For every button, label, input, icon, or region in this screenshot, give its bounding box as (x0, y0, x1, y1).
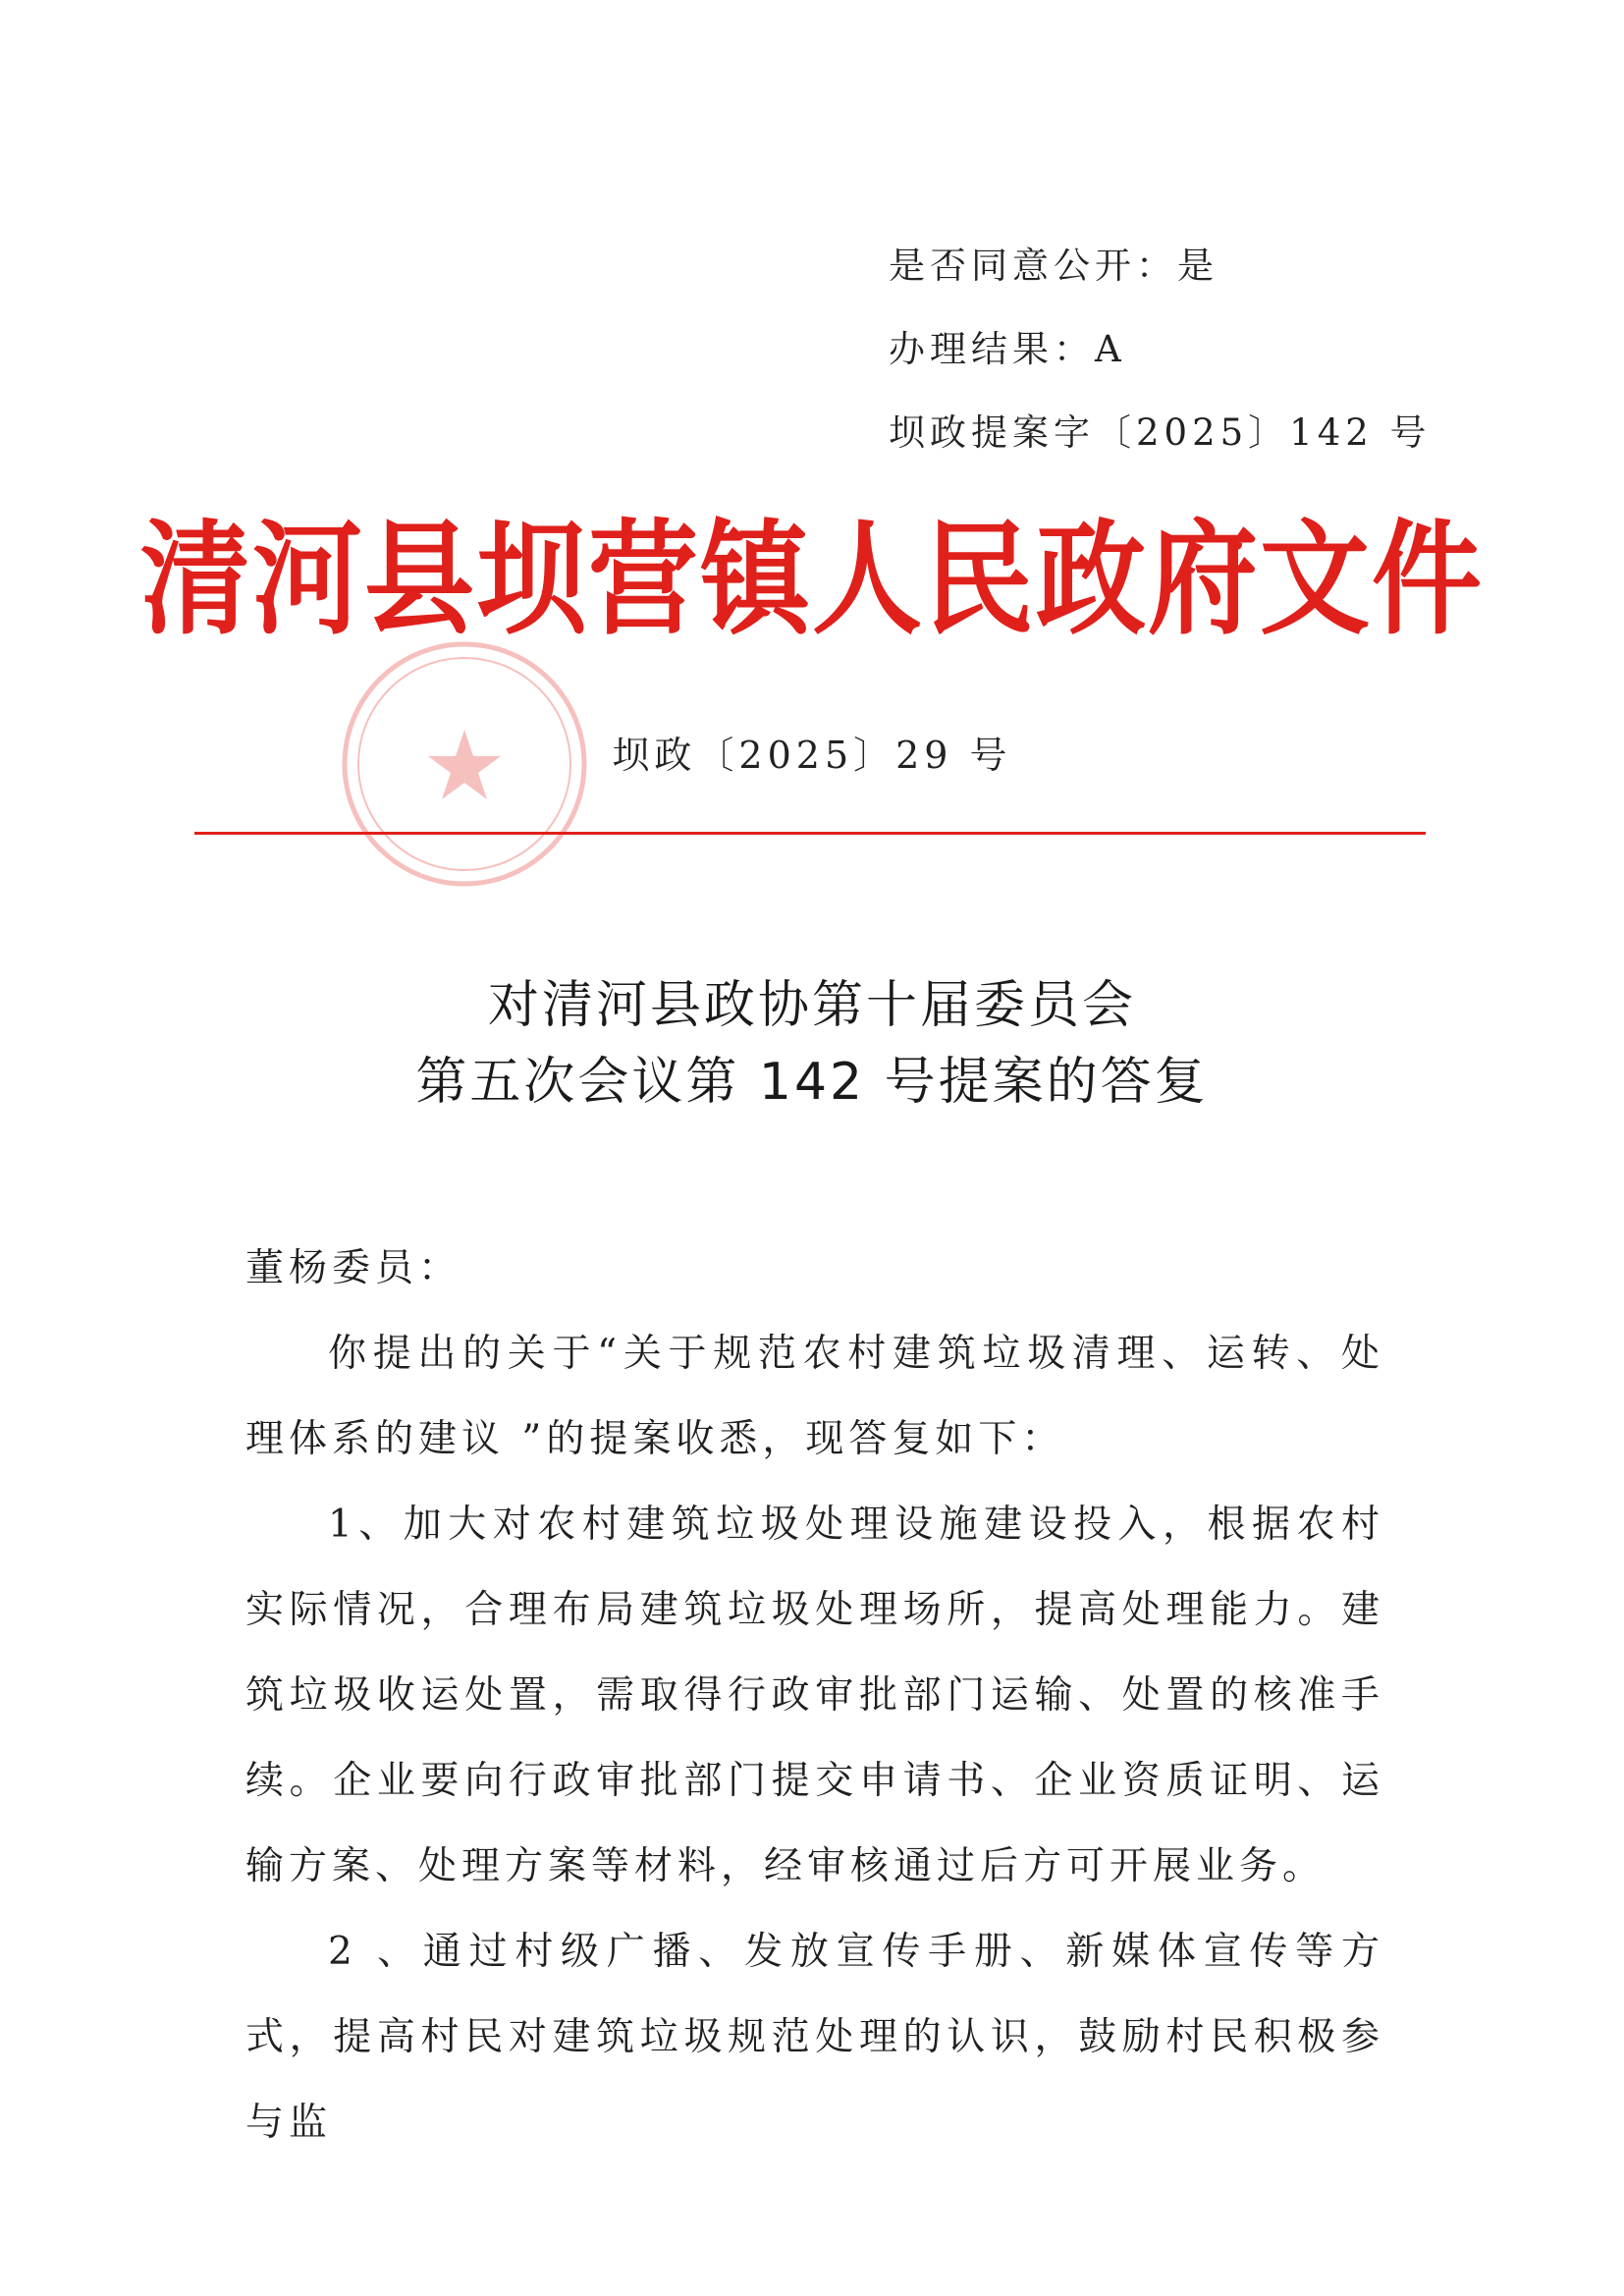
item-1-paragraph: 1、加大对农村建筑垃圾处理设施建设投入，根据农村实际情况，合理布局建筑垃圾处理场所，提高处理能力。建筑垃圾收运处置，需取得行政审批部门运输、处置的核准手续。企业要向行政审批部门提交申请书、企业资质证明、运输方案、处理方案等材料，经审核通过后方可开展业务。 (245, 1503, 1384, 1888)
intro-paragraph: 你提出的关于“关于规范农村建筑垃圾清理、运转、处理体系的建议 ”的提案收悉，现答复如下： (245, 1332, 1384, 1461)
subject-line-2: 第五次会议第 142 号提案的答复 (415, 1053, 1209, 1112)
item-2-paragraph: 2 、通过村级广播、发放宣传手册、新媒体宣传等方式，提高村民对建筑垃圾规范处理的认识，鼓励村民积极参与监 (245, 1930, 1384, 2145)
reply-subject (0, 967, 1624, 1121)
document-metadata (889, 224, 1432, 474)
subject-line-1: 对清河县政协第十届委员会 (487, 976, 1136, 1035)
disclosure-status: 是否同意公开：是 (889, 245, 1218, 287)
salutation: 董杨委员： (245, 1246, 462, 1290)
red-divider-line (194, 832, 1426, 835)
handling-result: 办理结果：A (889, 328, 1126, 370)
proposal-reference: 坝政提案字〔2025〕142 号 (889, 411, 1432, 454)
reply-body (245, 1226, 1384, 2165)
document-header-title: 清河县坝营镇人民政府文件 (140, 507, 1484, 652)
document-number: 坝政〔2025〕29 号 (612, 734, 1012, 777)
